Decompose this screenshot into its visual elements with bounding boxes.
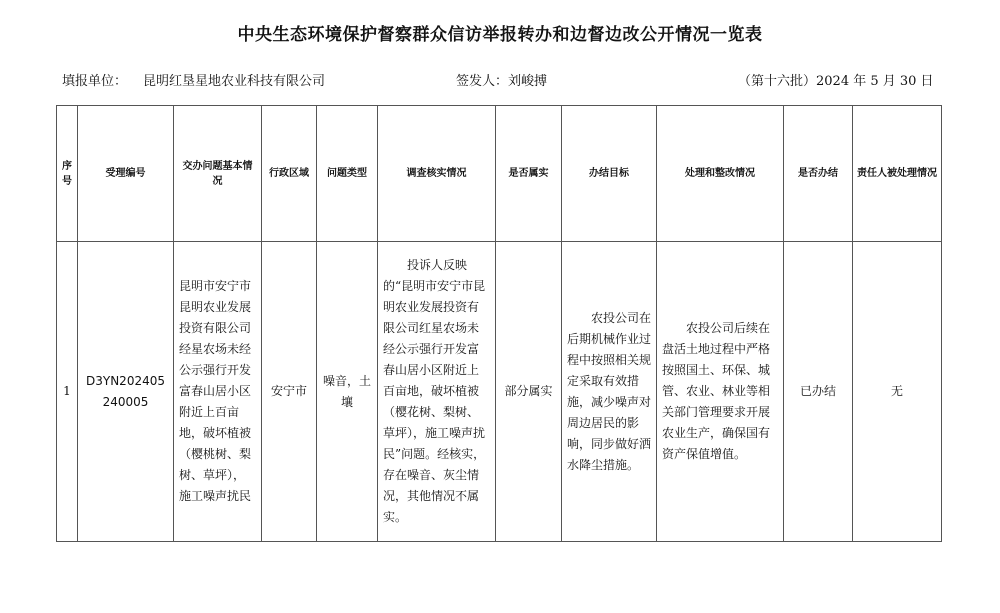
disclosure-table	[56, 105, 942, 542]
cell-region: 安宁市	[262, 242, 317, 542]
signer: 签发人：刘峻搏	[456, 74, 548, 89]
col-header-handling: 处理和整改情况	[657, 106, 784, 242]
cell-seq: 1	[57, 242, 78, 542]
cell-verified: 部分属实	[496, 242, 562, 542]
col-header-investigation: 调查核实情况	[378, 106, 496, 242]
reporting-unit-name: 昆明红垦星地农业科技有限公司	[143, 74, 326, 89]
table-header-row	[57, 106, 942, 242]
reporting-unit	[62, 70, 325, 89]
col-header-case-no: 受理编号	[78, 106, 174, 242]
col-header-verified: 是否属实	[496, 106, 562, 242]
col-header-seq: 序号	[57, 106, 78, 242]
table-row	[57, 242, 942, 542]
col-header-type: 问题类型	[317, 106, 378, 242]
cell-closed: 已办结	[784, 242, 853, 542]
batch-date: （第十六批）2024 年 5 月 30 日	[738, 74, 934, 89]
col-header-closed: 是否办结	[784, 106, 853, 242]
cell-issue: 昆明市安宁市昆明农业发展投资有限公司经星农场未经公示强行开发富春山居小区附近上百亩地，破坏植被（樱桃树、梨树、草坪），施工噪声扰民	[174, 242, 262, 542]
reporting-unit-label: 填报单位：	[62, 74, 128, 89]
page-title: 中央生态环境保护督察群众信访举报转办和边督边改公开情况一览表	[237, 25, 763, 45]
col-header-region: 行政区域	[262, 106, 317, 242]
col-header-goal: 办结目标	[562, 106, 657, 242]
cell-case-no: D3YN202405240005	[78, 242, 174, 542]
col-header-issue: 交办问题基本情况	[174, 106, 262, 242]
col-header-responsible: 责任人被处理情况	[853, 106, 942, 242]
cell-type: 噪音，土壤	[317, 242, 378, 542]
cell-investigation: 投诉人反映的“昆明市安宁市昆明农业发展投资有限公司红星农场未经公示强行开发富春山居小区附近上百亩地，破坏植被（樱花树、梨树、草坪），施工噪声扰民”问题。经核实，存在噪音、灰尘情况，其他情况不属实。	[378, 242, 496, 542]
cell-goal: 农投公司在后期机械作业过程中按照相关规定采取有效措施，减少噪声对周边居民的影响，同步做好洒水降尘措施。	[562, 242, 657, 542]
cell-responsible: 无	[853, 242, 942, 542]
cell-handling: 农投公司后续在盘活土地过程中严格按照国土、环保、城管、农业、林业等相关部门管理要求开展农业生产，确保国有资产保值增值。	[657, 242, 784, 542]
